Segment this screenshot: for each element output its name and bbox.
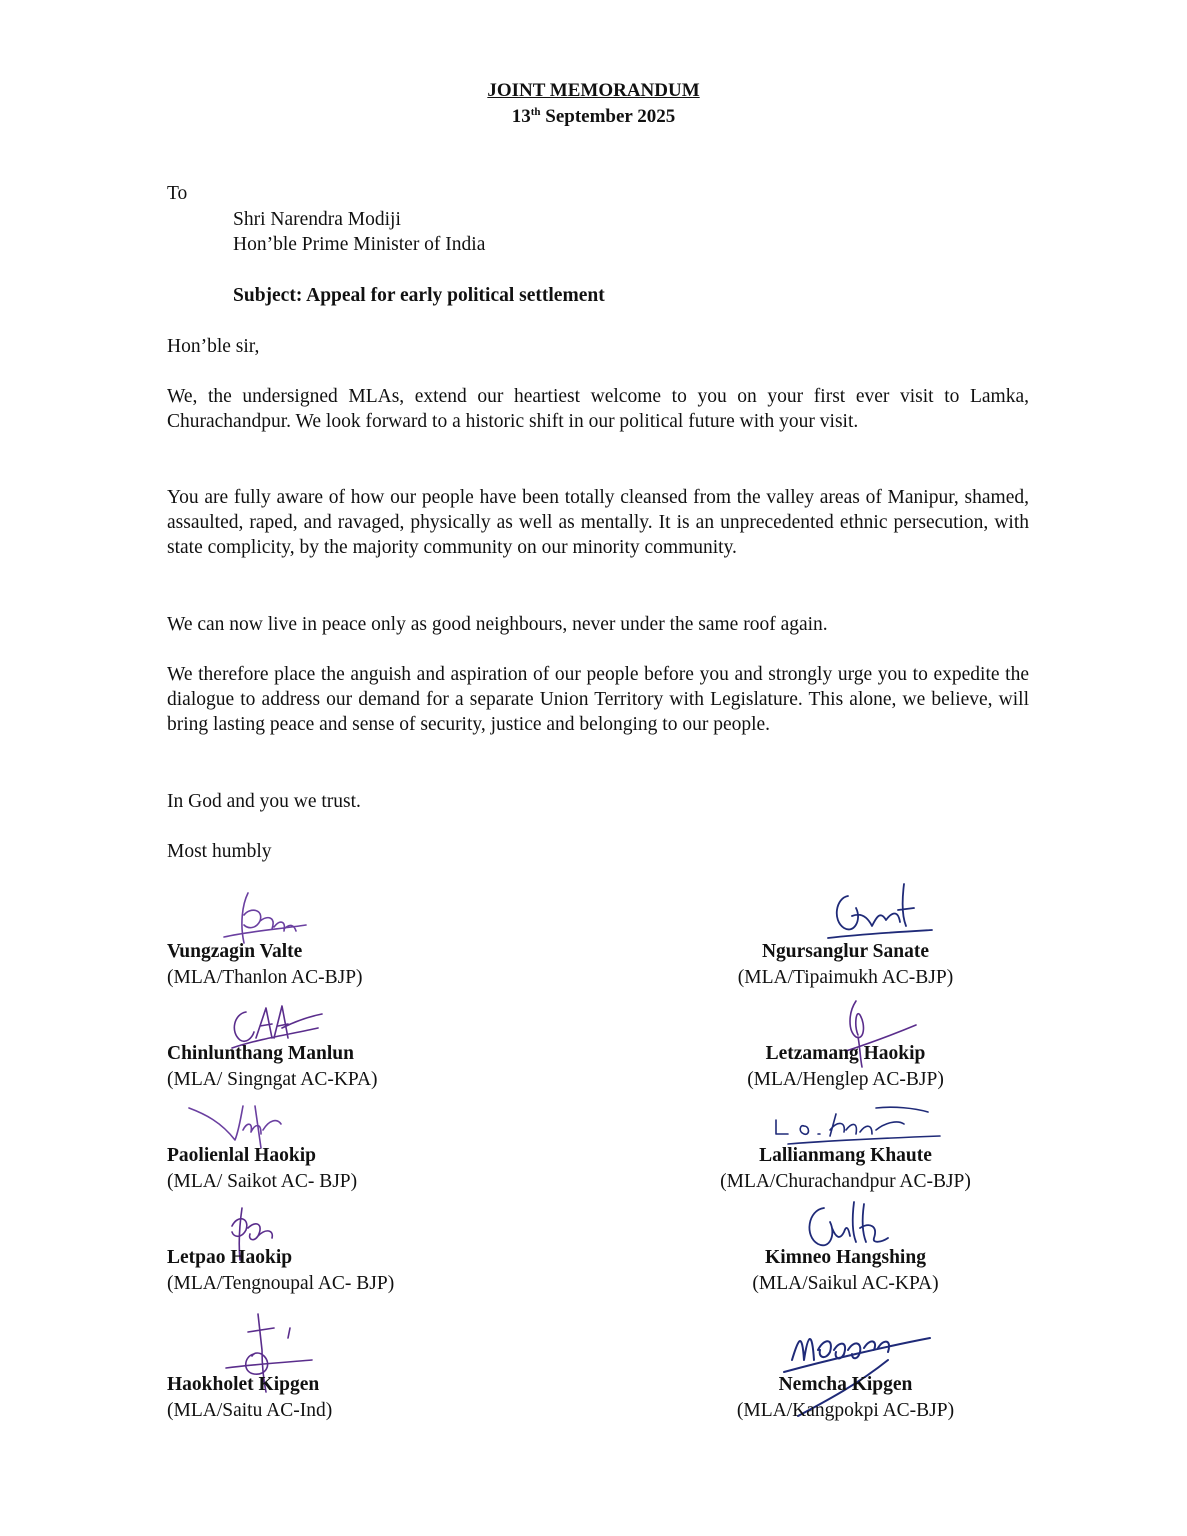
closing-trust-line: In God and you we trust. (167, 791, 361, 812)
signatory-left-2-role: (MLA/ Singngat AC-KPA) (167, 1069, 378, 1090)
subject-line: Subject: Appeal for early political settlement (233, 285, 605, 306)
signatory-left-5-role: (MLA/Saitu AC-Ind) (167, 1400, 333, 1421)
closing-line: Most humbly (167, 841, 272, 862)
document-date (0, 106, 1187, 128)
signatory-left-1-name: Vungzagin Valte (167, 941, 303, 962)
signatory-right-1-name: Ngursanglur Sanate (761, 941, 930, 962)
signatory-right-3-role: (MLA/Churachandpur AC-BJP) (720, 1171, 971, 1192)
document-title: JOINT MEMORANDUM (487, 80, 700, 101)
signatory-right-5-name: Nemcha Kipgen (778, 1374, 913, 1395)
to-label: To (167, 183, 188, 204)
date-month-year: September 2025 (540, 106, 676, 127)
signatory-right-2-name: Letzamang Haokip (765, 1043, 926, 1064)
signatory-left-4-role: (MLA/Tengnoupal AC- BJP) (167, 1273, 395, 1294)
signatory-right-3-name: Lallianmang Khaute (759, 1145, 932, 1166)
signatory-right-2-role: (MLA/Henglep AC-BJP) (747, 1069, 944, 1090)
signatory-left-3-name: Paolienlal Haokip (167, 1145, 316, 1166)
signatory-left-3-role: (MLA/ Saikot AC- BJP) (167, 1171, 358, 1192)
body-paragraph-4: We therefore place the anguish and aspiration of our people before you and strongly urge you to expedite the dialogue to address our demand for a separate Union Territory with Legislature. This alone, we believe, will bring lasting peace and sense of security, justice and belonging to our people. (167, 664, 1029, 736)
signature-right-3 (768, 1100, 948, 1150)
date-suffix: th (530, 106, 541, 118)
signatory-right-4-name: Kimneo Hangshing (765, 1247, 926, 1268)
signatory-left-2-name: Chinlunthang Manlun (167, 1043, 354, 1064)
body-paragraph-1: We, the undersigned MLAs, extend our heartiest welcome to you on your first ever visit to Lamka, Churachandpur. We look forward to a historic shift in our political future with your visit. (167, 386, 1029, 433)
signatory-left-1-role: (MLA/Thanlon AC-BJP) (167, 967, 363, 988)
signatory-right-4-role: (MLA/Saikul AC-KPA) (752, 1273, 939, 1294)
signatory-right-1-role: (MLA/Tipaimukh AC-BJP) (737, 967, 954, 988)
signatory-right-5-role: (MLA/Kangpokpi AC-BJP) (736, 1400, 955, 1421)
salutation: Hon’ble sir, (167, 336, 260, 357)
date-day: 13 (511, 106, 531, 127)
body-paragraph-2: You are fully aware of how our people have been totally cleansed from the valley areas of Manipur, shamed, assaulted, raped, and ravaged, physically as well as mentally. It is an unprecedented ethnic persecution, with state complicity, by the majority community on our minority community. (167, 487, 1029, 559)
body-paragraph-3: We can now live in peace only as good neighbours, never under the same roof again. (167, 614, 828, 635)
signatory-left-5-name: Haokholet Kipgen (167, 1374, 320, 1395)
addressee-designation: Hon’ble Prime Minister of India (233, 234, 486, 255)
addressee-name: Shri Narendra Modiji (233, 209, 401, 230)
signatory-left-4-name: Letpao Haokip (167, 1247, 293, 1268)
